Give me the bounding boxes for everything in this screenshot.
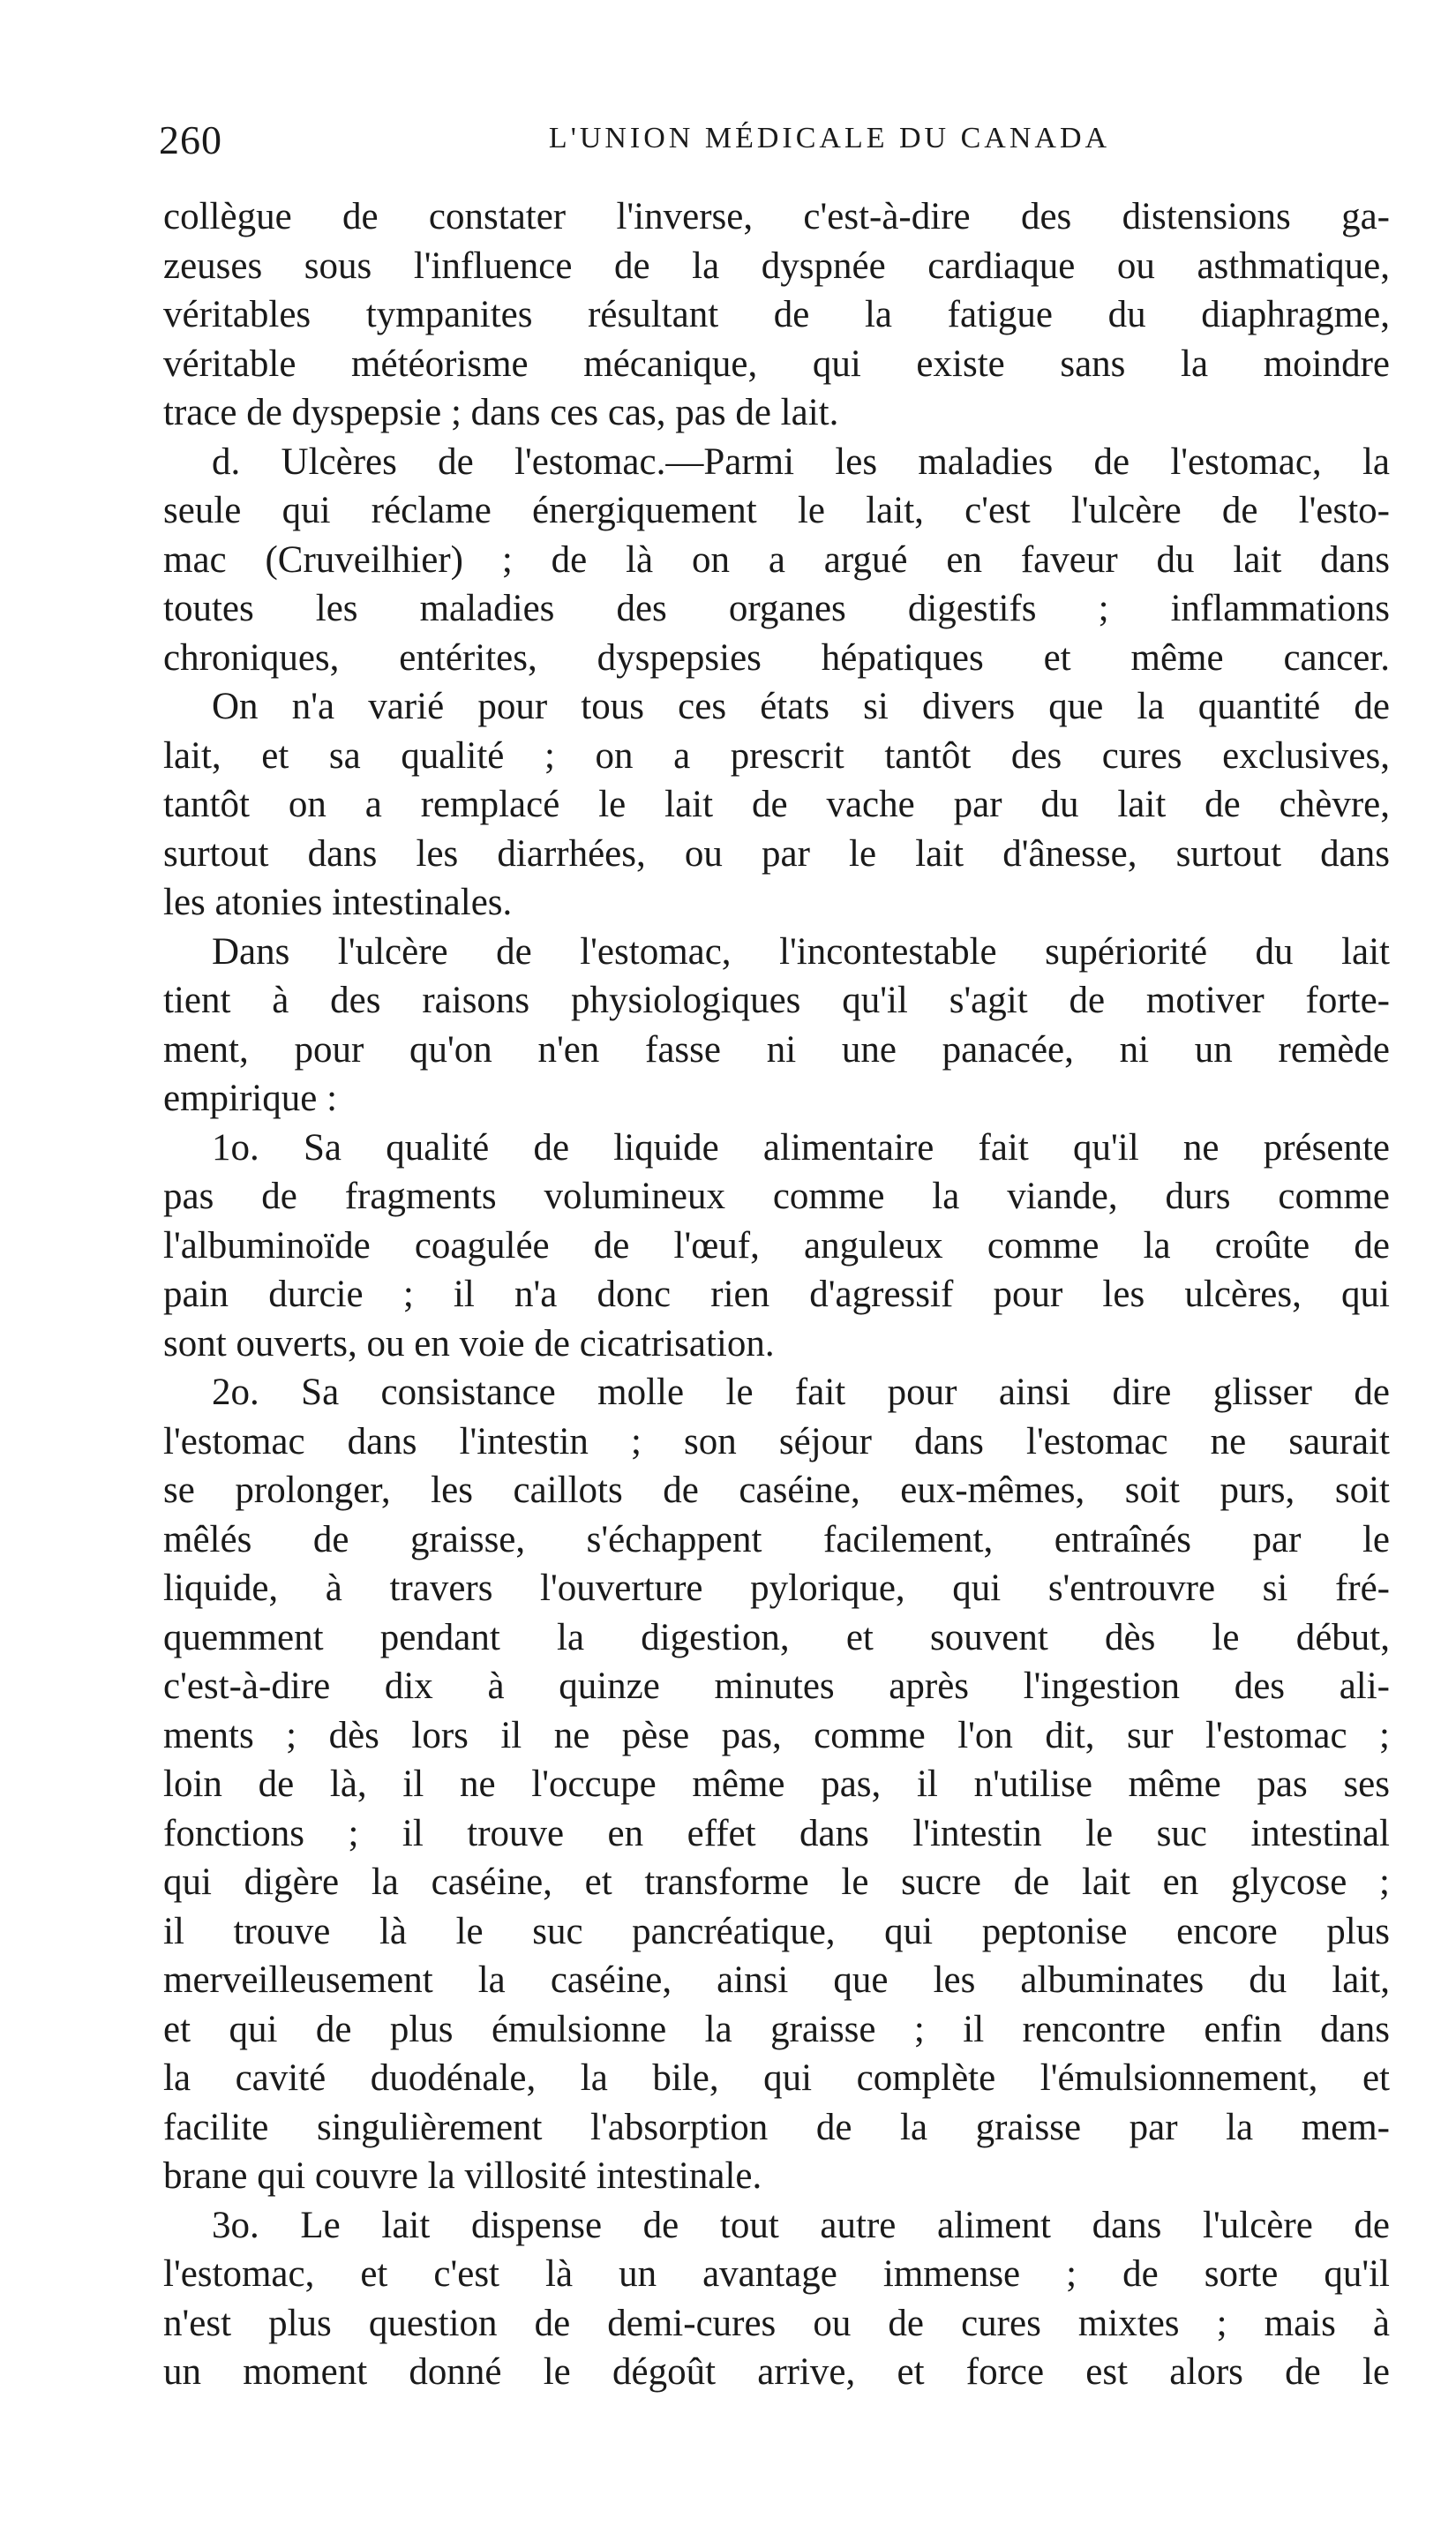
text-line: l'estomac dans l'intestin ; son séjour dans l'estomac ne saurait xyxy=(163,1420,1390,1462)
text-line: ment, pour qu'on n'en fasse ni une panacée, ni un remède xyxy=(163,1028,1390,1071)
text-line: empirique : xyxy=(163,1078,338,1119)
text-line: l'albuminoïde coagulée de l'œuf, anguleux comme la croûte de xyxy=(163,1224,1390,1267)
paragraph-start-line: On n'a varié pour tous ces états si divers que la quantité de xyxy=(212,686,1390,727)
text-line: mac (Cruveilhier) ; de là on a argué en faveur du lait dans xyxy=(163,538,1390,581)
text-line: brane qui couvre la villosité intestinale. xyxy=(163,2155,762,2197)
body-text xyxy=(163,192,1390,2397)
text-line: collègue de constater l'inverse, c'est-à-dire des distensions ga- xyxy=(163,196,1390,237)
text-line: mêlés de graisse, s'échappent facilement, entraînés par le xyxy=(163,1518,1390,1560)
text-line: facilite singulièrement l'absorption de la graisse par la mem- xyxy=(163,2106,1390,2148)
text-line: pas de fragments volumineux comme la viande, durs comme xyxy=(163,1176,1390,1217)
page-number: 260 xyxy=(159,117,222,162)
text-line: pain durcie ; il n'a donc rien d'agressif pour les ulcères, qui xyxy=(163,1274,1390,1315)
text-line: lait, et sa qualité ; on a prescrit tantôt des cures exclusives, xyxy=(163,734,1390,777)
text-line: tantôt on a remplacé le lait de vache par du lait de chèvre, xyxy=(163,784,1390,825)
text-line: tient à des raisons physiologiques qu'il s'agit de motiver forte- xyxy=(163,980,1390,1021)
section-heading-line: d. Ulcères de l'estomac.—Parmi les maladies de l'estomac, la xyxy=(212,440,1390,483)
text-line: n'est plus question de demi-cures ou de cures mixtes ; mais à xyxy=(163,2302,1390,2344)
paragraph-start-line: 3o. Le lait dispense de tout autre aliment dans l'ulcère de xyxy=(212,2204,1390,2246)
text-line: la cavité duodénale, la bile, qui complète l'émulsionnement, et xyxy=(163,2057,1390,2099)
paragraph-start-line: 2o. Sa consistance molle le fait pour ainsi dire glisser de xyxy=(212,1372,1390,1413)
running-head xyxy=(159,117,1368,169)
text-line: zeuses sous l'influence de la dyspnée cardiaque ou asthmatique, xyxy=(163,244,1390,287)
text-line: seule qui réclame énergiquement le lait, c'est l'ulcère de l'esto- xyxy=(163,490,1390,531)
paragraph-start-line: Dans l'ulcère de l'estomac, l'incontestable supériorité du lait xyxy=(212,930,1390,973)
text-line: liquide, à travers l'ouverture pylorique, qui s'entrouvre si fré- xyxy=(163,1567,1390,1609)
text-line: fonctions ; il trouve en effet dans l'intestin le suc intestinal xyxy=(163,1812,1390,1854)
text-line: se prolonger, les caillots de caséine, eux-mêmes, soit purs, soit xyxy=(163,1470,1390,1511)
text-line: quemment pendant la digestion, et souvent dès le début, xyxy=(163,1616,1390,1658)
text-line: un moment donné le dégoût arrive, et force est alors de le xyxy=(163,2351,1390,2393)
text-line: qui digère la caséine, et transforme le sucre de lait en glycose ; xyxy=(163,1861,1390,1903)
text-line: sont ouverts, ou en voie de cicatrisation. xyxy=(163,1322,775,1364)
text-line: l'estomac, et c'est là un avantage immense ; de sorte qu'il xyxy=(163,2253,1390,2295)
text-line: chroniques, entérites, dyspepsies hépatiques et même cancer. xyxy=(163,636,1390,679)
journal-title: L'UNION MÉDICALE DU CANADA xyxy=(548,122,1111,154)
text-line: il trouve là le suc pancréatique, qui peptonise encore plus xyxy=(163,1910,1390,1952)
paragraph-start-line: 1o. Sa qualité de liquide alimentaire fait qu'il ne présente xyxy=(212,1126,1390,1169)
text-line: loin de là, il ne l'occupe même pas, il n'utilise même pas ses xyxy=(163,1763,1390,1805)
text-line: et qui de plus émulsionne la graisse ; il rencontre enfin dans xyxy=(163,2008,1390,2050)
text-line: merveilleusement la caséine, ainsi que les albuminates du lait, xyxy=(163,1959,1390,2001)
text-line: ments ; dès lors il ne pèse pas, comme l'on dit, sur l'estomac ; xyxy=(163,1714,1390,1756)
text-line: les atonies intestinales. xyxy=(163,882,513,923)
text-line: c'est-à-dire dix à quinze minutes après l'ingestion des ali- xyxy=(163,1665,1390,1707)
text-line: toutes les maladies des organes digestifs ; inflammations xyxy=(163,588,1390,629)
text-line: trace de dyspepsie ; dans ces cas, pas de lait. xyxy=(163,392,839,433)
text-line: véritables tympanites résultant de la fatigue du diaphragme, xyxy=(163,294,1390,335)
text-line: surtout dans les diarrhées, ou par le lait d'ânesse, surtout dans xyxy=(163,832,1390,875)
text-line: véritable météorisme mécanique, qui existe sans la moindre xyxy=(163,342,1390,385)
